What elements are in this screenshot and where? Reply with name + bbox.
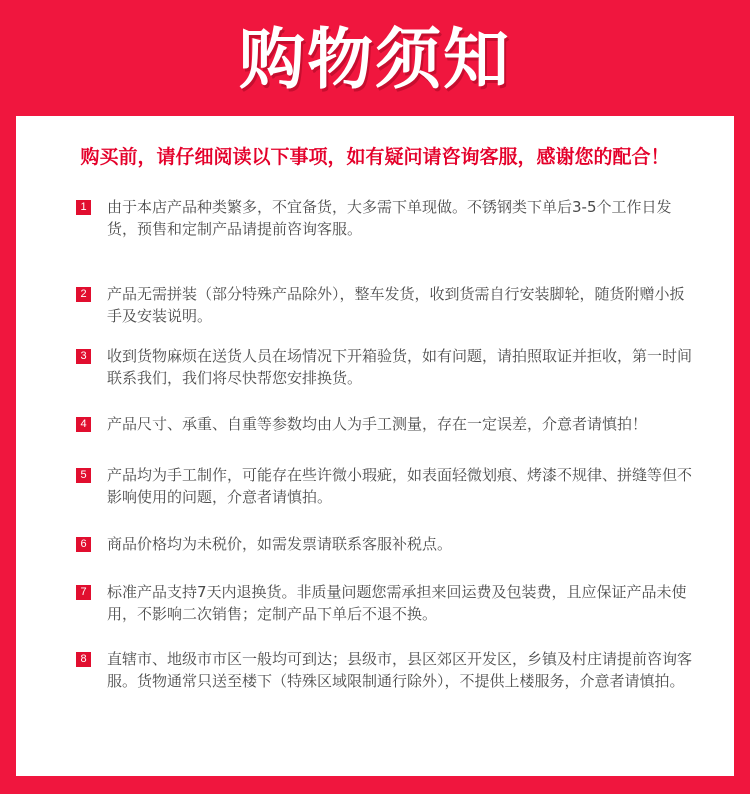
item-number-badge: 1: [76, 200, 91, 215]
item-number-badge: 8: [76, 652, 91, 667]
notice-item: [76, 648, 696, 692]
item-text: 产品均为手工制作，可能存在些许微小瑕疵，如表面轻微划痕、烤漆不规律、拼缝等但不影响使用的问题，介意者请慎拍。: [107, 466, 693, 506]
item-number-badge: 7: [76, 585, 91, 600]
page-title: 购物须知: [239, 21, 511, 98]
item-text: 产品无需拼装（部分特殊产品除外），整车发货，收到货需自行安装脚轮，随货附赠小扳手及安装说明。: [107, 285, 685, 325]
notice-item: [76, 345, 696, 389]
item-text: 由于本店产品种类繁多，不宜备货，大多需下单现做。不锈钢类下单后3-5个工作日发货，预售和定制产品请提前咨询客服。: [107, 198, 672, 238]
item-number-badge: 4: [76, 417, 91, 432]
item-text: 收到货物麻烦在送货人员在场情况下开箱验货，如有问题，请拍照取证并拒收，第一时间联系我们，我们将尽快帮您安排换货。: [107, 347, 693, 387]
notice-item: [76, 283, 696, 327]
item-number-badge: 5: [76, 468, 91, 483]
item-number-badge: 2: [76, 287, 91, 302]
notice-item: [76, 413, 696, 435]
notice-subtitle: 购买前，请仔细阅读以下事项，如有疑问请咨询客服，感谢您的配合！: [80, 146, 670, 168]
notice-item: [76, 196, 696, 240]
item-text: 标准产品支持7天内退换货。非质量问题您需承担来回运费及包装费，且应保证产品未使用，不影响二次销售；定制产品下单后不退不换。: [107, 583, 687, 623]
item-number-badge: 3: [76, 349, 91, 364]
notice-item: [76, 533, 696, 555]
item-text: 产品尺寸、承重、自重等参数均由人为手工测量，存在一定误差，介意者请慎拍！: [107, 415, 648, 433]
notice-item: [76, 581, 696, 625]
item-number-badge: 6: [76, 537, 91, 552]
item-text: 商品价格均为未税价，如需发票请联系客服补税点。: [107, 535, 453, 553]
item-text: 直辖市、地级市市区一般均可到达；县级市，县区郊区开发区，乡镇及村庄请提前咨询客服。货物通常只送至楼下（特殊区域限制通行除外），不提供上楼服务，介意者请慎拍。: [107, 650, 693, 690]
notice-item: [76, 464, 696, 508]
notice-card: [16, 116, 734, 776]
